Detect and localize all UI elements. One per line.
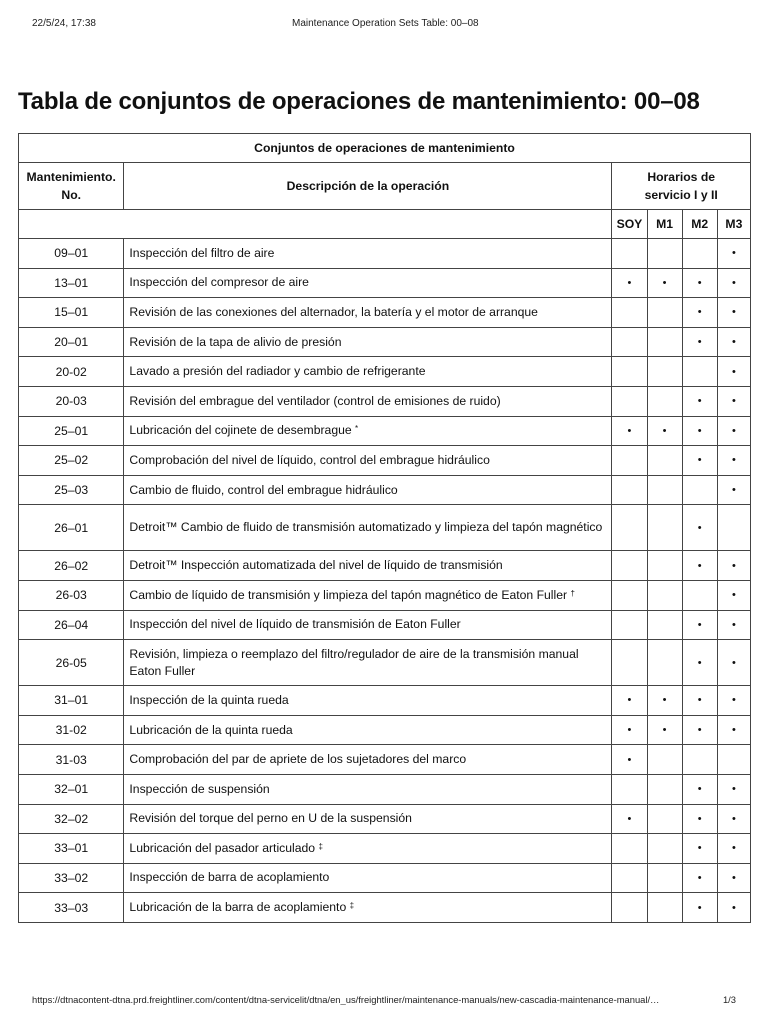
schedule-mark-m3: •: [717, 475, 750, 505]
description-text: Lubricación de la quinta rueda: [129, 722, 293, 737]
description-text: Cambio de fluido, control del embrague hidráulico: [129, 482, 398, 497]
table-row: [19, 446, 751, 476]
operation-description: [124, 834, 612, 864]
page-title: Tabla de conjuntos de operaciones de mantenimiento: 00–08: [18, 88, 700, 115]
print-title: Maintenance Operation Sets Table: 00–08: [292, 18, 479, 29]
schedule-mark-m3: •: [717, 834, 750, 864]
footnote-marker: ‡: [349, 901, 355, 911]
operation-description: [124, 804, 612, 834]
schedule-mark-m3: •: [717, 239, 750, 269]
schedule-mark-m2: •: [682, 834, 717, 864]
operation-description: [124, 551, 612, 581]
table-row: [19, 804, 751, 834]
operation-number: 15–01: [19, 298, 124, 328]
table-row: [19, 640, 751, 686]
subheader-blank: [19, 210, 612, 239]
footnote-marker: ‡: [318, 841, 323, 851]
operation-number: 26–01: [19, 505, 124, 551]
page-url: https://dtnacontent-dtna.prd.freightliner.com/content/dtna-servicelit/dtna/en_us/freightliner/maintenance-manuals/new-cascadia-maintenance-manual/…: [32, 994, 660, 1005]
schedule-mark-soy: [612, 640, 647, 686]
schedule-mark-m1: [647, 551, 682, 581]
description-text: Inspección de la quinta rueda: [129, 692, 289, 707]
schedule-mark-m3: •: [717, 610, 750, 640]
schedule-mark-m2: •: [682, 893, 717, 923]
description-text: Lubricación de la barra de acoplamiento: [129, 900, 347, 915]
operation-number: 20-03: [19, 386, 124, 416]
schedule-mark-m3: •: [717, 357, 750, 387]
schedule-mark-m2: •: [682, 686, 717, 716]
table-row: [19, 505, 751, 551]
schedule-mark-soy: •: [612, 715, 647, 745]
schedule-mark-m3: •: [717, 386, 750, 416]
table-row: [19, 834, 751, 864]
schedule-mark-m1: [647, 580, 682, 610]
schedule-mark-soy: [612, 580, 647, 610]
operation-number: 33–02: [19, 863, 124, 893]
column-header-schedules: Horarios de servicio I y II: [612, 163, 751, 210]
description-text: Inspección del compresor de aire: [129, 275, 309, 290]
schedule-mark-soy: •: [612, 745, 647, 775]
schedule-mark-m1: •: [647, 686, 682, 716]
operation-description: [124, 357, 612, 387]
schedule-mark-m1: [647, 863, 682, 893]
schedule-mark-soy: [612, 505, 647, 551]
table-row: [19, 580, 751, 610]
schedule-mark-m2: •: [682, 640, 717, 686]
schedule-mark-soy: [612, 774, 647, 804]
table-row: [19, 893, 751, 923]
schedule-mark-m1: [647, 774, 682, 804]
table-row: [19, 745, 751, 775]
schedule-mark-soy: •: [612, 686, 647, 716]
schedule-mark-m2: •: [682, 551, 717, 581]
operation-description: [124, 580, 612, 610]
schedule-mark-m2: [682, 357, 717, 387]
description-text: Comprobación del nivel de líquido, control del embrague hidráulico: [129, 452, 490, 467]
schedule-mark-m1: [647, 446, 682, 476]
description-text: Cambio de líquido de transmisión y limpieza del tapón magnético de Eaton Fuller: [129, 587, 568, 602]
operation-number: 33–03: [19, 893, 124, 923]
operation-description: [124, 745, 612, 775]
schedule-mark-m3: •: [717, 298, 750, 328]
schedule-mark-m1: [647, 239, 682, 269]
description-text: Lavado a presión del radiador y cambio de refrigerante: [129, 364, 426, 379]
schedule-mark-m2: [682, 475, 717, 505]
description-text: Lubricación del pasador articulado: [129, 840, 316, 855]
schedule-mark-m1: [647, 834, 682, 864]
description-text: Revisión de la tapa de alivio de presión: [129, 334, 342, 349]
schedule-mark-m3: •: [717, 446, 750, 476]
schedule-mark-m3: •: [717, 416, 750, 446]
operation-number: 25–02: [19, 446, 124, 476]
schedule-mark-soy: [612, 863, 647, 893]
table-row: [19, 475, 751, 505]
schedule-mark-m3: [717, 505, 750, 551]
maintenance-operations-table: [18, 133, 751, 923]
operation-description: [124, 416, 612, 446]
column-header-soy: SOY: [612, 210, 647, 239]
operation-number: 33–01: [19, 834, 124, 864]
schedule-mark-m3: •: [717, 863, 750, 893]
schedule-mark-m2: •: [682, 268, 717, 298]
operation-number: 26-03: [19, 580, 124, 610]
operation-description: [124, 298, 612, 328]
table-caption: Conjuntos de operaciones de mantenimiento: [19, 134, 751, 163]
operation-number: 32–02: [19, 804, 124, 834]
schedule-mark-m3: •: [717, 551, 750, 581]
schedule-mark-m2: •: [682, 715, 717, 745]
schedule-mark-m1: [647, 745, 682, 775]
schedule-mark-soy: [612, 327, 647, 357]
schedule-mark-m3: •: [717, 804, 750, 834]
schedule-mark-soy: •: [612, 416, 647, 446]
schedule-mark-m2: [682, 239, 717, 269]
operation-description: [124, 268, 612, 298]
operation-description: [124, 640, 612, 686]
schedule-mark-m1: [647, 475, 682, 505]
schedule-mark-m1: [647, 357, 682, 387]
table-row: [19, 298, 751, 328]
operation-description: [124, 386, 612, 416]
schedule-mark-m2: •: [682, 327, 717, 357]
operation-description: [124, 774, 612, 804]
table-row: [19, 863, 751, 893]
schedule-mark-m2: •: [682, 774, 717, 804]
schedule-mark-m3: •: [717, 774, 750, 804]
print-date: 22/5/24, 17:38: [32, 18, 96, 29]
schedule-mark-soy: [612, 893, 647, 923]
print-footer: [32, 994, 736, 1005]
column-header-m1: M1: [647, 210, 682, 239]
schedule-mark-m3: •: [717, 580, 750, 610]
description-text: Comprobación del par de apriete de los sujetadores del marco: [129, 752, 467, 767]
operation-number: 32–01: [19, 774, 124, 804]
page-number: 1/3: [722, 994, 736, 1005]
table-row: [19, 268, 751, 298]
operation-number: 26–04: [19, 610, 124, 640]
schedule-mark-m1: [647, 386, 682, 416]
description-text: Revisión, limpieza o reemplazo del filtro/regulador de aire de la transmisión manual Eaton Fuller: [129, 646, 579, 678]
operation-number: 31-02: [19, 715, 124, 745]
schedule-mark-m2: •: [682, 804, 717, 834]
table-row: [19, 551, 751, 581]
description-text: Revisión del embrague del ventilador (control de emisiones de ruido): [129, 393, 501, 408]
column-header-m2: M2: [682, 210, 717, 239]
schedule-mark-m1: [647, 327, 682, 357]
table-row: [19, 239, 751, 269]
schedule-mark-m3: •: [717, 327, 750, 357]
schedule-mark-soy: [612, 386, 647, 416]
footnote-marker: †: [570, 588, 575, 598]
schedule-mark-soy: [612, 610, 647, 640]
schedule-mark-m2: [682, 745, 717, 775]
operation-number: 26–02: [19, 551, 124, 581]
schedule-mark-soy: [612, 357, 647, 387]
schedule-mark-m1: •: [647, 268, 682, 298]
schedule-mark-m2: •: [682, 505, 717, 551]
operation-description: [124, 715, 612, 745]
table-row: [19, 327, 751, 357]
schedule-mark-m1: [647, 610, 682, 640]
operation-description: [124, 327, 612, 357]
schedule-mark-m1: [647, 298, 682, 328]
schedule-mark-soy: [612, 475, 647, 505]
schedule-mark-m2: •: [682, 446, 717, 476]
schedule-mark-m1: [647, 893, 682, 923]
schedule-mark-m1: [647, 640, 682, 686]
description-text: Inspección del filtro de aire: [129, 245, 275, 260]
schedule-mark-m2: •: [682, 298, 717, 328]
description-text: Inspección de barra de acoplamiento: [129, 870, 330, 885]
table-row: [19, 416, 751, 446]
print-header: [32, 18, 736, 29]
schedule-mark-m3: •: [717, 640, 750, 686]
table-row: [19, 357, 751, 387]
description-text: Inspección de suspensión: [129, 781, 270, 796]
schedule-mark-soy: [612, 239, 647, 269]
operation-description: [124, 475, 612, 505]
operation-description: [124, 610, 612, 640]
schedule-mark-soy: •: [612, 268, 647, 298]
schedule-mark-soy: •: [612, 804, 647, 834]
schedule-mark-m1: [647, 505, 682, 551]
schedule-mark-m3: •: [717, 715, 750, 745]
description-text: Inspección del nivel de líquido de transmisión de Eaton Fuller: [129, 617, 461, 632]
table-body: [19, 239, 751, 923]
column-header-description: Descripción de la operación: [124, 163, 612, 210]
table-row: [19, 686, 751, 716]
table-row: [19, 610, 751, 640]
schedule-mark-m3: [717, 745, 750, 775]
table-row: [19, 715, 751, 745]
description-text: Detroit™ Cambio de fluido de transmisión automatizado y limpieza del tapón magnético: [129, 520, 603, 535]
operation-number: 25–01: [19, 416, 124, 446]
description-text: Revisión del torque del perno en U de la suspensión: [129, 811, 412, 826]
schedule-mark-soy: [612, 298, 647, 328]
description-text: Lubricación del cojinete de desembrague: [129, 423, 352, 438]
schedule-mark-soy: [612, 446, 647, 476]
operation-number: 09–01: [19, 239, 124, 269]
operation-number: 26-05: [19, 640, 124, 686]
schedule-mark-m3: •: [717, 893, 750, 923]
schedule-mark-m2: [682, 580, 717, 610]
operation-description: [124, 446, 612, 476]
operation-number: 25–03: [19, 475, 124, 505]
table-row: [19, 386, 751, 416]
operation-number: 13–01: [19, 268, 124, 298]
schedule-mark-m2: •: [682, 386, 717, 416]
schedule-mark-m3: •: [717, 268, 750, 298]
operation-description: [124, 505, 612, 551]
column-header-no: Mantenimiento. No.: [19, 163, 124, 210]
table-row: [19, 774, 751, 804]
schedule-mark-m1: •: [647, 715, 682, 745]
schedule-mark-m2: •: [682, 610, 717, 640]
schedule-mark-soy: [612, 834, 647, 864]
operation-number: 20-02: [19, 357, 124, 387]
schedule-mark-m1: •: [647, 416, 682, 446]
operation-description: [124, 863, 612, 893]
operation-description: [124, 686, 612, 716]
description-text: Revisión de las conexiones del alternador, la batería y el motor de arranque: [129, 304, 538, 319]
schedule-mark-m2: •: [682, 863, 717, 893]
schedule-mark-m1: [647, 804, 682, 834]
footnote-marker: *: [355, 424, 359, 434]
description-text: Detroit™ Inspección automatizada del nivel de líquido de transmisión: [129, 558, 503, 573]
schedule-mark-m2: •: [682, 416, 717, 446]
operation-number: 20–01: [19, 327, 124, 357]
column-header-m3: M3: [717, 210, 750, 239]
operation-number: 31-03: [19, 745, 124, 775]
operation-description: [124, 893, 612, 923]
schedule-mark-soy: [612, 551, 647, 581]
schedule-mark-m3: •: [717, 686, 750, 716]
operation-number: 31–01: [19, 686, 124, 716]
operation-description: [124, 239, 612, 269]
